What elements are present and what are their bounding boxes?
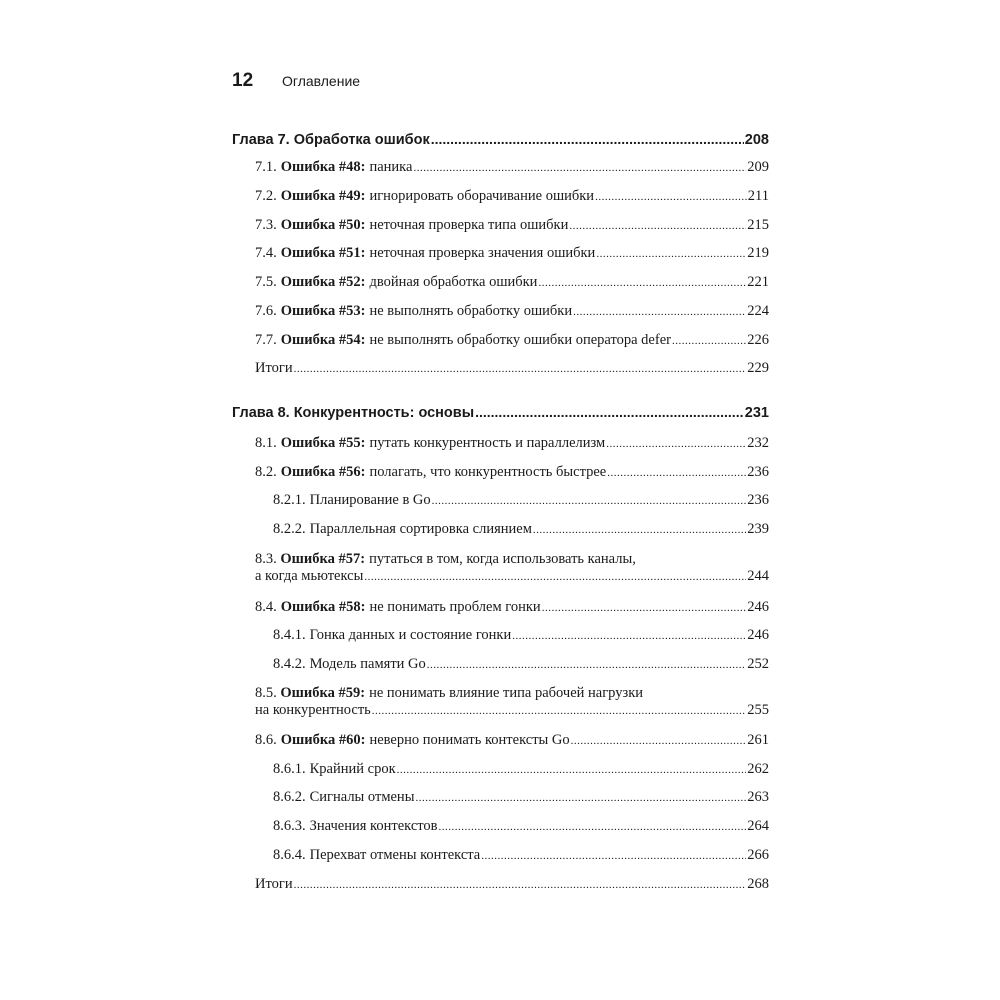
entry-text: полагать, что конкурентность быстрее xyxy=(369,464,607,480)
subentry-text: Значения контекстов xyxy=(309,818,438,834)
toc-subentry[interactable] xyxy=(273,491,769,510)
entry-number: 8.1. xyxy=(255,435,277,451)
entry-number: 8.5. xyxy=(255,685,281,701)
entry-number: 8.6. xyxy=(255,732,277,748)
subentry-text: Планирование в Go xyxy=(309,492,431,508)
entry-text-cont: на конкурентность xyxy=(255,702,371,718)
entry-text: неточная проверка типа ошибки xyxy=(369,217,569,233)
dot-leader xyxy=(415,788,746,807)
page-ref: 268 xyxy=(747,876,769,892)
page-number: 12 xyxy=(232,70,254,91)
page-ref: 264 xyxy=(747,818,769,834)
error-label: Ошибка #53: xyxy=(280,303,366,319)
dot-leader xyxy=(432,491,747,510)
page-ref: 255 xyxy=(747,702,769,718)
toc-entry[interactable] xyxy=(255,158,769,177)
subentry-number: 8.6.2. xyxy=(273,789,306,805)
toc-entry[interactable] xyxy=(255,598,769,617)
toc-entry[interactable] xyxy=(255,187,769,206)
error-label: Ошибка #55: xyxy=(280,435,366,451)
page-ref: 211 xyxy=(747,188,769,204)
page-ref: 224 xyxy=(747,303,769,319)
dot-leader xyxy=(569,216,746,235)
page-ref: 236 xyxy=(747,464,769,480)
entry-text: не понимать проблем гонки xyxy=(369,599,541,615)
toc-chapter[interactable] xyxy=(232,130,769,149)
entry-number: 8.4. xyxy=(255,599,277,615)
error-label: Ошибка #54: xyxy=(280,332,366,348)
subentry-text: Модель памяти Go xyxy=(309,656,426,672)
summary-label: Итоги xyxy=(255,360,293,376)
toc-subentry[interactable] xyxy=(273,520,769,539)
dot-leader xyxy=(538,273,746,292)
error-label: Ошибка #59: xyxy=(280,685,366,701)
page-ref: 208 xyxy=(744,132,769,148)
toc-entry-line1 xyxy=(255,684,769,702)
toc-summary[interactable] xyxy=(255,359,769,378)
toc-entry[interactable] xyxy=(255,701,769,720)
entry-text: не выполнять обработку ошибки xyxy=(369,303,573,319)
subentry-number: 8.2.2. xyxy=(273,521,306,537)
page-ref: 236 xyxy=(747,492,769,508)
dot-leader xyxy=(672,331,746,350)
page-ref: 262 xyxy=(747,761,769,777)
subentry-number: 8.6.4. xyxy=(273,847,306,863)
dot-leader xyxy=(607,463,746,482)
error-label: Ошибка #60: xyxy=(280,732,366,748)
page-ref: 266 xyxy=(747,847,769,863)
subentry-number: 8.6.1. xyxy=(273,761,306,777)
toc-entry[interactable] xyxy=(255,731,769,750)
subentry-text: Гонка данных и состояние гонки xyxy=(309,627,512,643)
error-label: Ошибка #49: xyxy=(280,188,366,204)
entry-number: 7.5. xyxy=(255,274,277,290)
entry-text: неверно понимать контексты Go xyxy=(369,732,570,748)
entry-number: 7.3. xyxy=(255,217,277,233)
toc-entry[interactable] xyxy=(255,567,769,586)
toc-entry[interactable] xyxy=(255,244,769,263)
error-label: Ошибка #57: xyxy=(280,551,366,567)
subentry-number: 8.6.3. xyxy=(273,818,306,834)
toc-subentry[interactable] xyxy=(273,655,769,674)
entry-text: путаться в том, когда использовать каналы, xyxy=(369,551,636,567)
toc-entry[interactable] xyxy=(255,216,769,235)
toc-subentry[interactable] xyxy=(273,846,769,865)
page-ref: 261 xyxy=(747,732,769,748)
error-label: Ошибка #48: xyxy=(280,159,366,175)
running-header xyxy=(232,70,360,92)
toc-subentry[interactable] xyxy=(273,788,769,807)
dot-leader xyxy=(372,701,746,720)
entry-text: путать конкурентность и параллелизм xyxy=(369,435,606,451)
error-label: Ошибка #50: xyxy=(280,217,366,233)
page-ref: 215 xyxy=(747,217,769,233)
toc-summary[interactable] xyxy=(255,875,769,894)
dot-leader xyxy=(294,875,747,894)
error-label: Ошибка #51: xyxy=(280,245,366,261)
entry-text: не понимать влияние типа рабочей нагрузки xyxy=(369,685,644,701)
entry-number: 7.4. xyxy=(255,245,277,261)
page-ref: 221 xyxy=(747,274,769,290)
entry-number: 7.2. xyxy=(255,188,277,204)
subentry-number: 8.4.1. xyxy=(273,627,306,643)
entry-number: 7.1. xyxy=(255,159,277,175)
page-ref: 226 xyxy=(747,332,769,348)
subentry-text: Перехват отмены контекста xyxy=(309,847,481,863)
summary-label: Итоги xyxy=(255,876,293,892)
entry-text: не выполнять обработку ошибки оператора defer xyxy=(369,332,671,348)
dot-leader xyxy=(512,626,746,645)
toc-entry[interactable] xyxy=(255,273,769,292)
page-ref: 263 xyxy=(747,789,769,805)
chapter-title: Глава 8. Конкурентность: основы xyxy=(232,405,475,421)
entry-text: игнорировать оборачивание ошибки xyxy=(369,188,595,204)
toc-entry[interactable] xyxy=(255,302,769,321)
dot-leader xyxy=(606,434,746,453)
dot-leader xyxy=(571,731,747,750)
toc-subentry[interactable] xyxy=(273,817,769,836)
entry-text: неточная проверка значения ошибки xyxy=(369,245,596,261)
entry-text: двойная обработка ошибки xyxy=(369,274,538,290)
subentry-number: 8.4.2. xyxy=(273,656,306,672)
running-title: Оглавление xyxy=(282,73,361,89)
entry-text-cont: а когда мьютексы xyxy=(255,568,364,584)
subentry-text: Крайний срок xyxy=(309,761,396,777)
page-ref: 252 xyxy=(747,656,769,672)
entry-text: паника xyxy=(369,159,413,175)
subentry-text: Параллельная сортировка слиянием xyxy=(309,521,532,537)
entry-number: 8.3. xyxy=(255,551,281,567)
page-ref: 246 xyxy=(747,627,769,643)
page-ref: 232 xyxy=(747,435,769,451)
page-ref: 231 xyxy=(744,405,769,421)
dot-leader xyxy=(595,187,747,206)
dot-leader xyxy=(431,130,744,149)
page-ref: 239 xyxy=(747,521,769,537)
page-ref: 209 xyxy=(747,159,769,175)
subentry-number: 8.2.1. xyxy=(273,492,306,508)
dot-leader xyxy=(481,846,746,865)
toc-subentry[interactable] xyxy=(273,760,769,779)
dot-leader xyxy=(364,567,746,586)
toc-entry-line1 xyxy=(255,550,769,568)
dot-leader xyxy=(397,760,747,779)
toc-subentry[interactable] xyxy=(273,626,769,645)
dot-leader xyxy=(533,520,746,539)
error-label: Ошибка #58: xyxy=(280,599,366,615)
page-ref: 244 xyxy=(747,568,769,584)
toc-entry[interactable] xyxy=(255,434,769,453)
error-label: Ошибка #52: xyxy=(280,274,366,290)
chapter-title: Глава 7. Обработка ошибок xyxy=(232,132,430,148)
page-ref: 229 xyxy=(747,360,769,376)
entry-number: 7.7. xyxy=(255,332,277,348)
entry-number: 8.2. xyxy=(255,464,277,480)
dot-leader xyxy=(294,359,747,378)
dot-leader xyxy=(413,158,746,177)
dot-leader xyxy=(573,302,746,321)
entry-number: 7.6. xyxy=(255,303,277,319)
dot-leader xyxy=(596,244,746,263)
error-label: Ошибка #56: xyxy=(280,464,366,480)
page-ref: 246 xyxy=(747,599,769,615)
page-ref: 219 xyxy=(747,245,769,261)
dot-leader xyxy=(475,403,744,422)
dot-leader xyxy=(542,598,747,617)
dot-leader xyxy=(427,655,746,674)
dot-leader xyxy=(439,817,747,836)
toc-entry[interactable] xyxy=(255,331,769,350)
toc-chapter[interactable] xyxy=(232,403,769,422)
subentry-text: Сигналы отмены xyxy=(309,789,415,805)
toc-entry[interactable] xyxy=(255,463,769,482)
